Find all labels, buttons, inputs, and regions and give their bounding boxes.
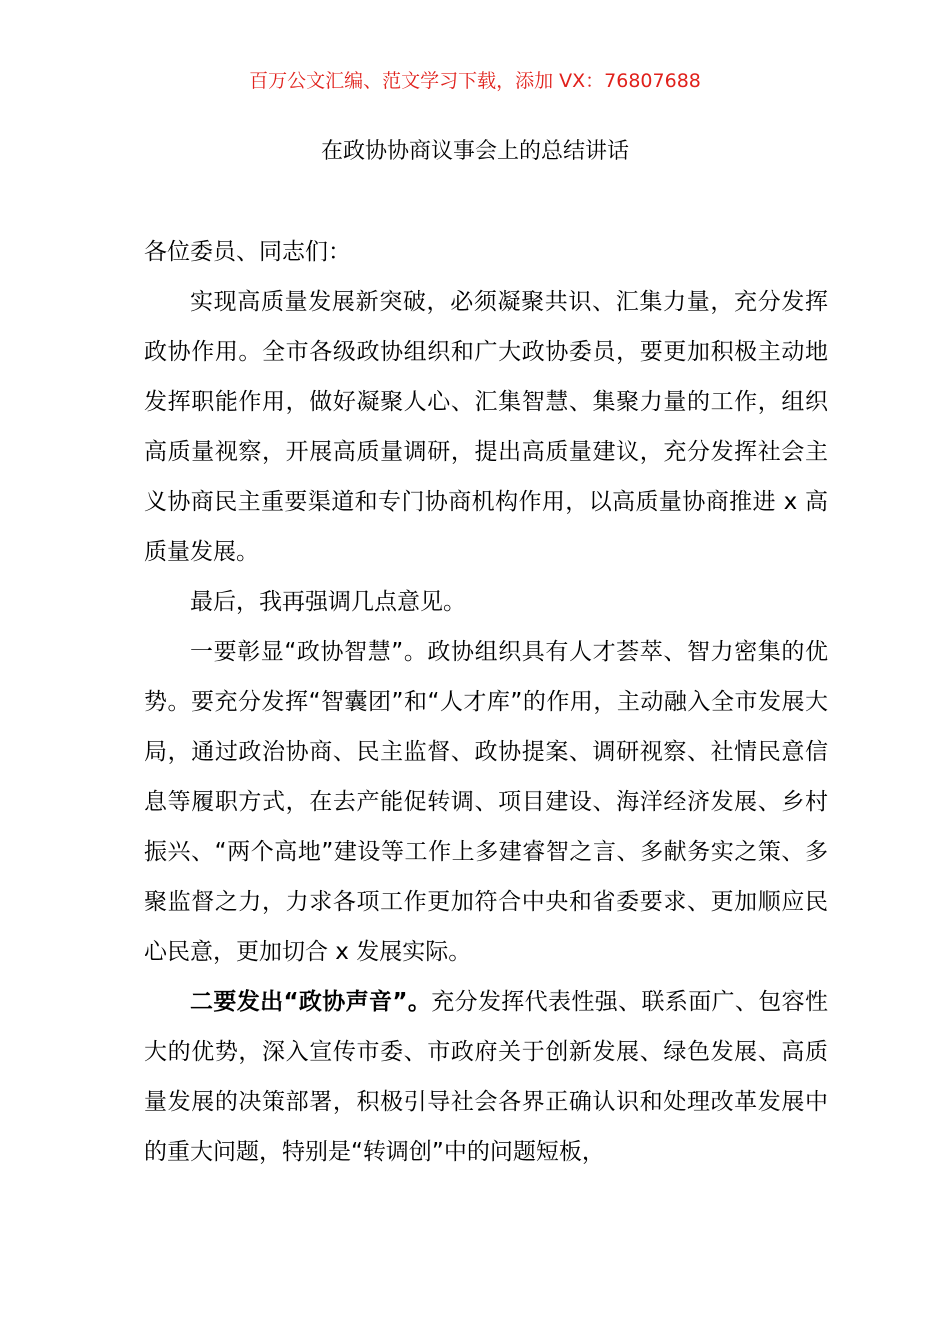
paragraph-3: 一要彰显“政协智慧”。政协组织具有人才荟萃、智力密集的优势。要充分发挥“智囊团”和“人才库”的作用，主动融入全市发展大局，通过政治协商、民主监督、政协提案、调研视察、社情民意信息等履职方式，在去产能促转调、项目建设、海洋经济发展、乡村振兴、“两个高地”建设等工作上多建睿智之言、多献务实之策、多聚监督之力，力求各项工作更加符合中央和省委要求、更加顺应民心民意，更加切合 x 发展实际。 bbox=[144, 639, 828, 965]
document-title: 在政协协商议事会上的总结讲话 bbox=[320, 139, 629, 164]
paragraph-4-body: 充分发挥代表性强、联系面广、包容性大的优势，深入宣传市委、市政府关于创新发展、绿色发展、高质量发展的决策部署，积极引导社会各界正确认识和处理改革发展中的重大问题，特别是“转调创”中的问题短板， bbox=[144, 989, 829, 1165]
header-promo-note: 百万公文汇编、范文学习下载，添加 VX：76807688 bbox=[249, 70, 701, 92]
paragraph-4 bbox=[144, 977, 828, 1177]
paragraph-2: 最后，我再强调几点意见。 bbox=[190, 589, 466, 615]
paragraph-4-lead: 二要发出“政协声音”。 bbox=[190, 989, 432, 1015]
document-body bbox=[144, 227, 828, 1177]
paragraph-1: 实现高质量发展新突破，必须凝聚共识、汇集力量，充分发挥政协作用。全市各级政协组织和广大政协委员，要更加积极主动地发挥职能作用，做好凝聚人心、汇集智慧、集聚力量的工作，组织高质量视察，开展高质量调研，提出高质量建议，充分发挥社会主义协商民主重要渠道和专门协商机构作用，以高质量协商推进 x 高质量发展。 bbox=[144, 289, 828, 565]
salutation: 各位委员、同志们： bbox=[144, 239, 351, 265]
